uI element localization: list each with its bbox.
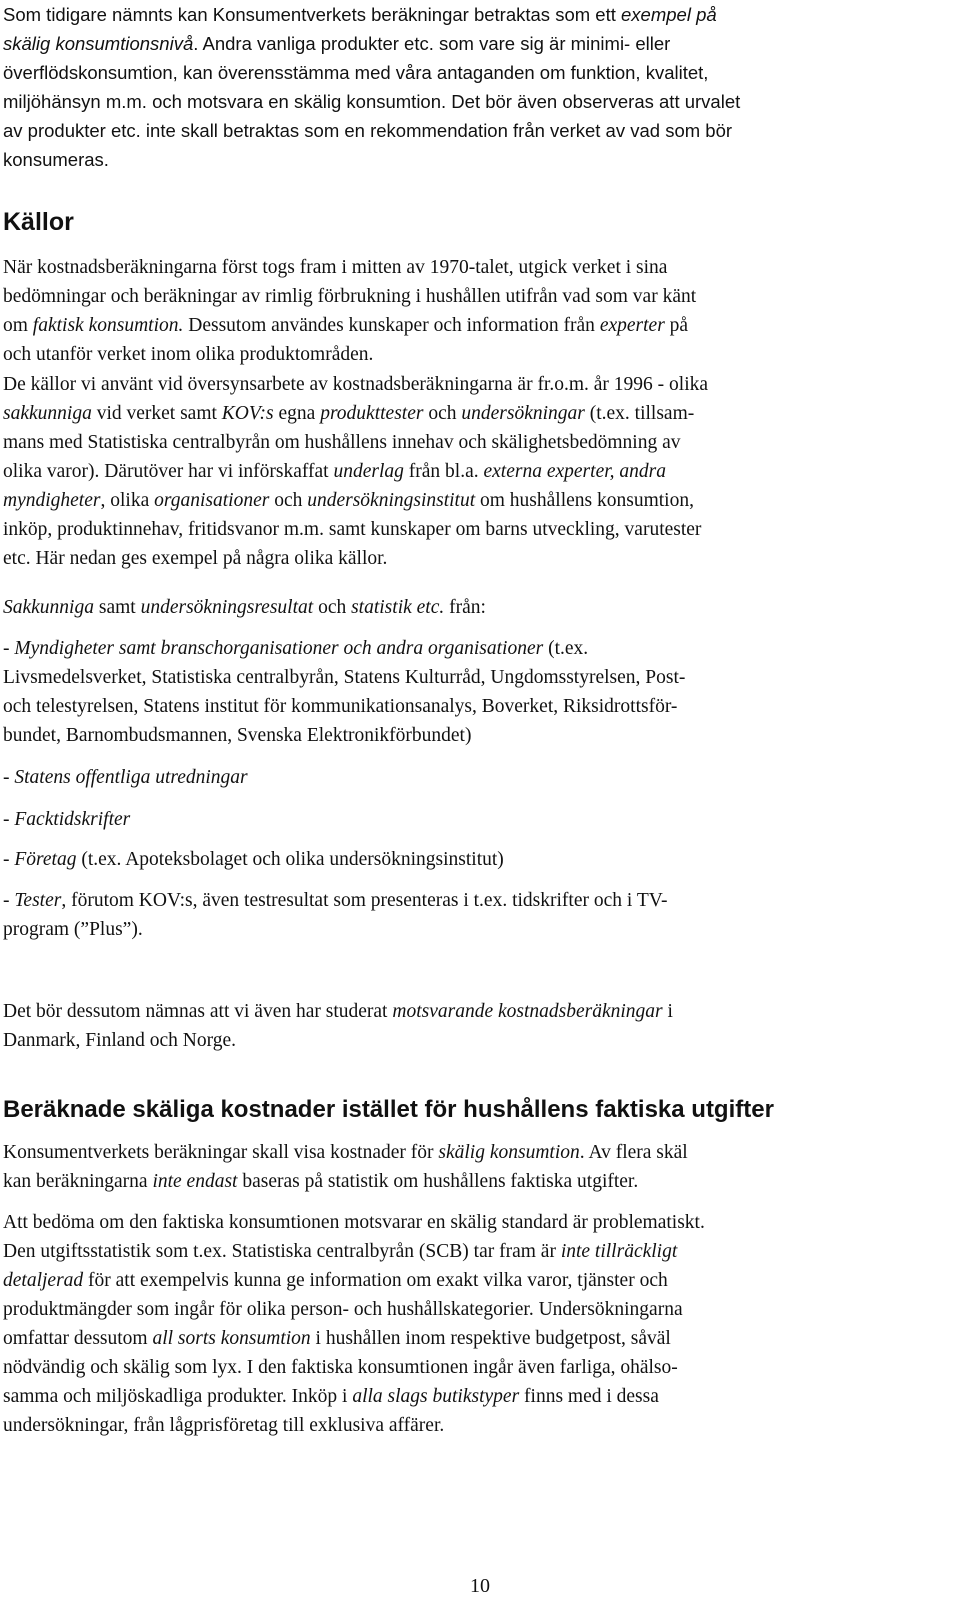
text-run: produktmängder som ingår för olika person- och hushållskategorier. Undersökningarna (3, 1299, 683, 1320)
kallor-para2-lines (3, 370, 953, 573)
section-heading-kallor: Källor (3, 208, 74, 236)
beraknade-para2-line (3, 1382, 953, 1411)
text-run: . Av flera skäl (579, 1142, 688, 1163)
text-run: från: (444, 597, 486, 618)
intro-line (3, 87, 953, 116)
emphasized-text: faktisk konsumtion. (32, 315, 184, 336)
list-item-sou (3, 763, 953, 792)
text-run: i hushållen inom respektive budgetpost, såväl (310, 1328, 671, 1349)
list-item-tester (3, 886, 953, 944)
text-run: - (3, 809, 15, 830)
intro-paragraph (3, 0, 953, 174)
beraknade-para2-lines (3, 1208, 953, 1440)
list5-lines (3, 886, 953, 944)
text-run: nödvändig och skälig som lyx. I den faktiska konsumtionen ingår även farliga, ohälso- (3, 1357, 678, 1378)
emphasized-text: exempel på (621, 4, 717, 25)
text-run: finns med i dessa (519, 1386, 659, 1407)
beraknade-para1-line (3, 1138, 953, 1167)
text-run: i (662, 1001, 673, 1022)
emphasized-text: inte endast (152, 1171, 238, 1192)
beraknade-para1-line (3, 1167, 953, 1196)
beraknade-para2-line (3, 1295, 953, 1324)
text-run: . Andra vanliga produkter etc. som vare sig är minimi- eller (193, 33, 671, 54)
kallor-para3-lines (3, 593, 953, 622)
kallor-paragraph-2 (3, 370, 953, 573)
list2-lines (3, 763, 953, 792)
text-run: De källor vi använt vid översynsarbete av kostnadsberäkningarna är fr.o.m. år 1996 - olika (3, 374, 709, 395)
text-run: och utanför verket inom olika produktområden. (3, 344, 374, 365)
text-run: från bl.a. (403, 461, 484, 482)
intro-line (3, 116, 953, 145)
section-heading-beraknade: Beräknade skäliga kostnader istället för hushållens faktiska utgifter (3, 1096, 774, 1123)
text-run: Danmark, Finland och Norge. (3, 1030, 237, 1051)
beraknade-para1-lines (3, 1138, 953, 1196)
list1-line (3, 692, 953, 721)
list-item-foretag (3, 845, 953, 874)
text-run: Den utgiftsstatistik som t.ex. Statistiska centralbyrån (SCB) tar fram är (3, 1241, 561, 1262)
kallor-para2-line (3, 457, 953, 486)
text-run: olika varor). Därutöver har vi införskaffat (3, 461, 334, 482)
text-run: - (3, 767, 15, 788)
kallor-para4-line (3, 1026, 953, 1055)
emphasized-text: skälig konsumtionsnivå (3, 33, 194, 54)
list4-line (3, 845, 953, 874)
emphasized-text: motsvarande kostnadsberäkningar (392, 1001, 663, 1022)
text-run: (t.ex. Apoteksbolaget och olika undersökningsinstitut) (76, 849, 504, 870)
intro-line (3, 145, 953, 174)
kallor-para2-line (3, 486, 953, 515)
emphasized-text: organisationer (154, 490, 270, 511)
text-run: inköp, produktinnehav, fritidsvanor m.m. samt kunskaper om barns utveckling, varutester (3, 519, 702, 540)
intro-line (3, 58, 953, 87)
text-run: överflödskonsumtion, kan överensstämma med våra antaganden om funktion, kvalitet, (3, 62, 709, 83)
list5-line (3, 886, 953, 915)
emphasized-text: externa experter, andra (483, 461, 666, 482)
emphasized-text: KOV:s (221, 403, 274, 424)
beraknade-para2-line (3, 1324, 953, 1353)
text-run: mans med Statistiska centralbyrån om hushållens innehav och skälighetsbedömning av (3, 432, 681, 453)
emphasized-text: sakkunniga (3, 403, 92, 424)
text-run: - (3, 890, 15, 911)
emphasized-text: myndigheter (3, 490, 101, 511)
emphasized-text: undersökningsinstitut (307, 490, 476, 511)
text-run: (t.ex. (543, 638, 589, 659)
text-run: , förutom KOV:s, även testresultat som presenteras i t.ex. tidskrifter och i TV- (61, 890, 668, 911)
kallor-paragraph-3 (3, 593, 953, 622)
text-run: vid verket samt (91, 403, 222, 424)
kallor-para4-line (3, 997, 953, 1026)
intro-line (3, 29, 953, 58)
list-item-myndigheter (3, 634, 953, 750)
emphasized-text: alla slags butikstyper (352, 1386, 520, 1407)
list1-line (3, 634, 953, 663)
list5-line (3, 915, 953, 944)
text-run: samma och miljöskadliga produkter. Inköp i (3, 1386, 353, 1407)
list3-line (3, 805, 953, 834)
text-run: Som tidigare nämnts kan Konsumentverkets beräkningar betraktas som ett (3, 4, 621, 25)
emphasized-text: skälig konsumtion (438, 1142, 580, 1163)
beraknade-para2-line (3, 1353, 953, 1382)
kallor-para1-lines (3, 253, 953, 369)
text-run: Det bör dessutom nämnas att vi även har studerat (3, 1001, 393, 1022)
emphasized-text: produkttester (320, 403, 424, 424)
kallor-para4-lines (3, 997, 953, 1055)
emphasized-text: detaljerad (3, 1270, 84, 1291)
list2-line (3, 763, 953, 792)
text-run: , olika (100, 490, 155, 511)
beraknade-para2-line (3, 1208, 953, 1237)
intro-lines (3, 0, 953, 174)
list1-line (3, 663, 953, 692)
emphasized-text: Tester (14, 890, 62, 911)
kallor-para2-line (3, 399, 953, 428)
emphasized-text: Facktidskrifter (14, 809, 131, 830)
text-run: och telestyrelsen, Statens institut för kommunikationsanalys, Boverket, Riksidrottsför- (3, 696, 678, 717)
list-item-facktidskrifter (3, 805, 953, 834)
emphasized-text: Sakkunniga (3, 597, 94, 618)
kallor-para1-line (3, 253, 953, 282)
text-run: - (3, 638, 15, 659)
emphasized-text: all sorts konsumtion (152, 1328, 311, 1349)
kallor-paragraph-1 (3, 253, 953, 369)
beraknade-paragraph-1 (3, 1138, 953, 1196)
kallor-para2-line (3, 515, 953, 544)
beraknade-para2-line (3, 1411, 953, 1440)
emphasized-text: undersökningar (461, 403, 585, 424)
text-run: undersökningar, från lågprisföretag till exklusiva affärer. (3, 1415, 445, 1436)
list3-lines (3, 805, 953, 834)
text-run: konsumeras. (3, 149, 109, 170)
text-run: om hushållens konsumtion, (475, 490, 694, 511)
emphasized-text: undersökningsresultat (140, 597, 314, 618)
emphasized-text: Statens offentliga utredningar (14, 767, 248, 788)
text-run: Dessutom användes kunskaper och information från (183, 315, 600, 336)
text-run: (t.ex. tillsam- (584, 403, 695, 424)
kallor-para2-line (3, 544, 953, 573)
kallor-paragraph-4 (3, 997, 953, 1055)
emphasized-text: Myndigheter samt branschorganisationer och andra organisationer (14, 638, 544, 659)
list4-lines (3, 845, 953, 874)
text-run: bedömningar och beräkningar av rimlig förbrukning i hushållen utifrån vad som var känt (3, 286, 697, 307)
page-number: 10 (470, 1575, 490, 1597)
text-run: om (3, 315, 33, 336)
text-run: program (”Plus”). (3, 919, 143, 940)
emphasized-text: inte tillräckligt (560, 1241, 678, 1262)
text-run: och (423, 403, 462, 424)
list1-line (3, 721, 953, 750)
kallor-para1-line (3, 340, 953, 369)
kallor-para1-line (3, 282, 953, 311)
kallor-para3-line (3, 593, 953, 622)
emphasized-text: statistik etc. (351, 597, 445, 618)
text-run: och (313, 597, 352, 618)
text-run: omfattar dessutom (3, 1328, 153, 1349)
text-run: - (3, 849, 15, 870)
text-run: etc. Här nedan ges exempel på några olika källor. (3, 548, 388, 569)
emphasized-text: Företag (14, 849, 77, 870)
intro-line (3, 0, 953, 29)
text-run: baseras på statistik om hushållens faktiska utgifter. (237, 1171, 639, 1192)
kallor-para1-line (3, 311, 953, 340)
text-run: samt (93, 597, 141, 618)
text-run: egna (273, 403, 321, 424)
text-run: miljöhänsyn m.m. och motsvara en skälig konsumtion. Det bör även observeras att urvalet (3, 91, 741, 112)
text-run: för att exempelvis kunna ge information om exakt vilka varor, tjänster och (83, 1270, 668, 1291)
text-run: kan beräkningarna (3, 1171, 153, 1192)
text-run: av produkter etc. inte skall betraktas som en rekommendation från verket av vad som bör (3, 120, 733, 141)
text-run: Livsmedelsverket, Statistiska centralbyrån, Statens Kulturråd, Ungdomsstyrelsen, Post- (3, 667, 686, 688)
kallor-para2-line (3, 428, 953, 457)
list1-lines (3, 634, 953, 750)
emphasized-text: experter (599, 315, 665, 336)
text-run: bundet, Barnombudsmannen, Svenska Elektronikförbundet) (3, 725, 472, 746)
text-run: När kostnadsberäkningarna först togs fram i mitten av 1970-talet, utgick verket i sina (3, 257, 668, 278)
text-run: och (269, 490, 308, 511)
text-run: på (664, 315, 689, 336)
emphasized-text: underlag (333, 461, 404, 482)
kallor-para2-line (3, 370, 953, 399)
beraknade-paragraph-2 (3, 1208, 953, 1440)
beraknade-para2-line (3, 1237, 953, 1266)
text-run: Konsumentverkets beräkningar skall visa kostnader för (3, 1142, 439, 1163)
beraknade-para2-line (3, 1266, 953, 1295)
text-run: Att bedöma om den faktiska konsumtionen motsvarar en skälig standard är problematiskt. (3, 1212, 705, 1233)
